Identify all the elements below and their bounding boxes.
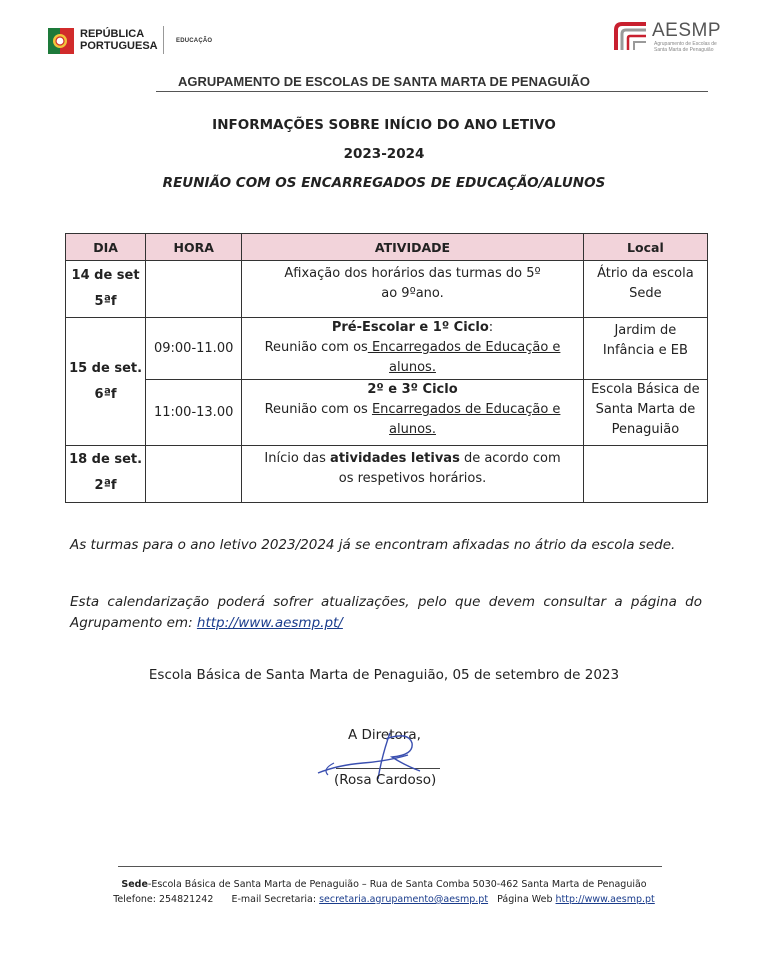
dia-cell — [66, 318, 146, 446]
republica-portuguesa-emblem — [48, 26, 78, 56]
hora-cell — [146, 261, 242, 318]
hora-cell — [146, 446, 242, 503]
footer-divider — [118, 866, 662, 867]
footer-address — [0, 879, 768, 890]
atividade-title: 2º e 3º Ciclo — [367, 382, 458, 397]
dia-weekday: 5ªf — [94, 294, 117, 309]
place-date: Escola Básica de Santa Marta de Penaguião, 05 de setembro de 2023 — [148, 667, 620, 683]
atividade-cell — [242, 318, 584, 380]
aesmp-logo-icon — [612, 20, 650, 54]
director-label: A Diretora, — [348, 727, 421, 743]
local-text: Átrio da escola Sede — [597, 266, 694, 301]
footer-sede-label: Sede — [121, 879, 148, 890]
atividade-text-end: de acordo com os respetivos horários. — [338, 451, 561, 486]
director-name: (Rosa Cardoso) — [334, 772, 437, 788]
hora-cell — [146, 318, 242, 380]
aesmp-website-link[interactable]: http://www.aesmp.pt/ — [196, 615, 343, 631]
doc-title: INFORMAÇÕES SOBRE INÍCIO DO ANO LETIVO — [212, 117, 556, 133]
schedule-table — [65, 233, 708, 503]
atividade-underlined: Encarregados de Educação e alunos. — [367, 340, 561, 375]
atividade-cell — [242, 261, 584, 318]
note-turmas: As turmas para o ano letivo 2023/2024 já se encontram afixadas no átrio da escola sede. — [70, 537, 676, 553]
header-dia: DIA — [66, 234, 146, 261]
dia-date: 18 de set. — [69, 452, 143, 467]
hora-text: 09:00-11.00 — [153, 341, 234, 356]
local-cell — [583, 380, 707, 446]
header-local: Local — [583, 234, 707, 261]
aesmp-subtitle-line2: Santa Marta de Penaguião — [654, 47, 714, 53]
footer-web-link[interactable]: http://www.aesmp.pt — [555, 894, 655, 905]
table-row — [66, 261, 708, 318]
atividade-title: Pré-Escolar e 1º Ciclo — [331, 320, 489, 335]
header-atividade: ATIVIDADE — [242, 234, 584, 261]
dia-weekday: 6ªf — [94, 386, 117, 402]
local-cell — [583, 446, 707, 503]
local-text: Escola Básica de Santa Marta de Penaguião — [591, 382, 700, 437]
header-hora: HORA — [146, 234, 242, 261]
school-name: AGRUPAMENTO DE ESCOLAS DE SANTA MARTA DE PENAGUIÃO — [178, 74, 590, 89]
dia-cell — [66, 261, 146, 318]
atividade-text: Reunião com os — [264, 402, 372, 417]
footer-email-link[interactable]: secretaria.agrupamento@aesmp.pt — [319, 894, 489, 905]
aesmp-subtitle — [654, 41, 734, 53]
header-divider — [163, 26, 164, 54]
atividade-bold: atividades letivas — [330, 451, 460, 466]
atividade-text: Início das — [264, 451, 331, 466]
footer-contacts — [0, 894, 768, 905]
footer-sede-address: -Escola Básica de Santa Marta de Penaguião – Rua de Santa Comba 5030-462 Santa Marta de Penaguião — [147, 879, 647, 890]
aesmp-name: AESMP — [652, 20, 722, 41]
table-row — [66, 318, 708, 380]
republica-portuguesa-text — [80, 28, 158, 52]
dia-date: 15 de set. — [69, 360, 143, 376]
hora-cell — [146, 380, 242, 446]
local-text: Jardim de Infância e EB — [602, 323, 688, 358]
portuguesa-label: PORTUGUESA — [80, 40, 158, 52]
atividade-content — [242, 446, 583, 489]
table-row — [66, 446, 708, 503]
atividade-content — [242, 318, 583, 378]
footer-email-label: E-mail Secretaria: — [231, 894, 317, 905]
dia-weekday: 2ªf — [94, 478, 117, 493]
dia-cell — [66, 446, 146, 503]
table-header-row — [66, 234, 708, 261]
school-name-underline — [156, 91, 708, 92]
note-calendarizacao-text: Esta calendarização poderá sofrer atualizações, pelo que devem consultar a página do Agrupamento em: — [70, 594, 702, 631]
doc-subtitle: REUNIÃO COM OS ENCARREGADOS DE EDUCAÇÃO/ALUNOS — [162, 175, 606, 191]
republica-label: REPÚBLICA — [80, 28, 145, 40]
aesmp-subtitle-line1: Agrupamento de Escolas de — [654, 41, 717, 47]
doc-year: 2023-2024 — [343, 146, 425, 162]
local-cell — [583, 261, 707, 318]
note-calendarizacao — [70, 592, 702, 634]
atividade-content — [242, 380, 583, 440]
footer-telefone: Telefone: 254821242 — [113, 894, 214, 905]
atividade-colon: : — [488, 320, 494, 335]
footer-web-label: Página Web — [497, 894, 553, 905]
educacao-label: EDUCAÇÃO — [176, 38, 213, 44]
atividade-cell — [242, 446, 584, 503]
atividade-text: Reunião com os — [264, 340, 368, 355]
atividade-cell — [242, 380, 584, 446]
atividade-text: Afixação dos horários das turmas do 5º ao 9ºano. — [284, 266, 541, 301]
atividade-underlined: Encarregados de Educação e alunos. — [371, 402, 561, 437]
dia-date: 14 de set — [71, 268, 140, 283]
hora-text: 11:00-13.00 — [153, 405, 234, 420]
table-row — [66, 380, 708, 446]
local-cell — [583, 318, 707, 380]
